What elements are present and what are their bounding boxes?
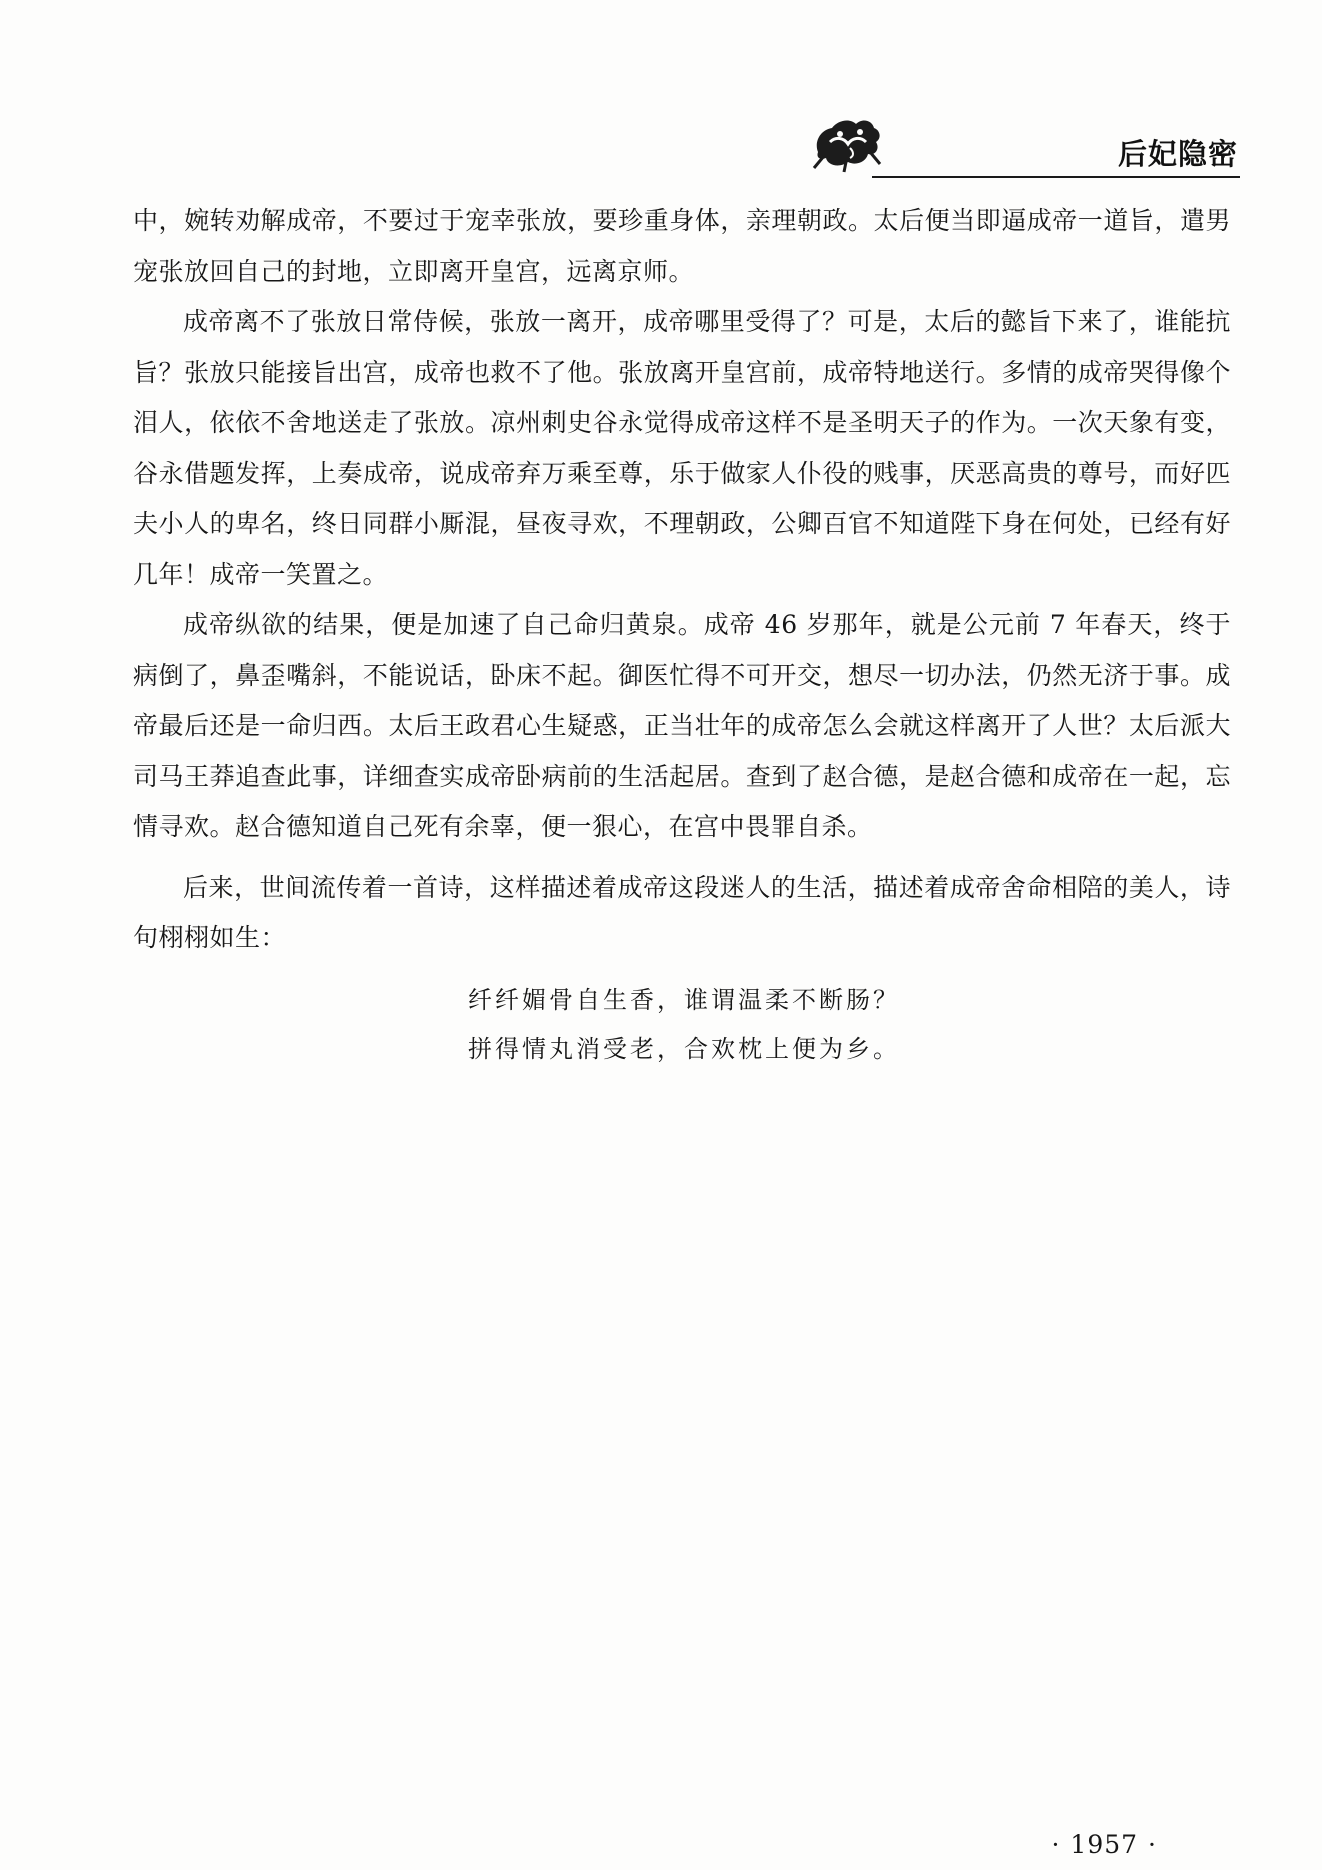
poem	[468, 976, 1008, 1074]
page-number-bullet-left: ·	[1051, 1830, 1061, 1859]
header-title: 后妃隐密	[1117, 137, 1238, 171]
running-header	[810, 112, 1240, 182]
poem-line-1: 纤纤媚骨自生香，谁谓温柔不断肠？	[468, 986, 900, 1014]
poem-line-2: 拼得情丸消受老，合欢枕上便为乡。	[468, 1035, 900, 1063]
dragon-emblem-icon	[810, 112, 884, 174]
body-text	[133, 196, 1231, 964]
page-number-bullet-right: ·	[1148, 1830, 1157, 1859]
paragraph-2: 成帝离不了张放日常侍候，张放一离开，成帝哪里受得了？可是，太后的懿旨下来了，谁能抗旨？张放只能接旨出宫，成帝也救不了他。张放离开皇宫前，成帝特地送行。多情的成帝哭得像个泪人，依依不舍地送走了张放。凉州刺史谷永觉得成帝这样不是圣明天子的作为。一次天象有变，谷永借题发挥，上奏成帝，说成帝弃万乘至尊，乐于做家人仆役的贱事，厌恶高贵的尊号，而好匹夫小人的卑名，终日同群小厮混，昼夜寻欢，不理朝政，公卿百官不知道陛下身在何处，已经有好几年！成帝一笑置之。	[133, 307, 1231, 589]
header-rule	[872, 176, 1240, 178]
paragraph-3: 成帝纵欲的结果，便是加速了自己命归黄泉。成帝 46 岁那年，就是公元前 7 年春天，终于病倒了，鼻歪嘴斜，不能说话，卧床不起。御医忙得不可开交，想尽一切办法，仍然无济于事。成帝最后还是一命归西。太后王政君心生疑惑，正当壮年的成帝怎么会就这样离开了人世？太后派大司马王莽追查此事，详细查实成帝卧病前的生活起居。查到了赵合德，是赵合德和成帝在一起，忘情寻欢。赵合德知道自己死有余辜，便一狠心，在宫中畏罪自杀。	[133, 610, 1231, 841]
page-number-footer	[1041, 1830, 1167, 1859]
page-number: 1957	[1070, 1830, 1139, 1859]
paragraph-1: 中，婉转劝解成帝，不要过于宠幸张放，要珍重身体，亲理朝政。太后便当即逼成帝一道旨，遣男宠张放回自己的封地，立即离开皇宫，远离京师。	[133, 206, 1231, 286]
paragraph-4: 后来，世间流传着一首诗，这样描述着成帝这段迷人的生活，描述着成帝舍命相陪的美人，诗句栩栩如生：	[133, 872, 1231, 952]
